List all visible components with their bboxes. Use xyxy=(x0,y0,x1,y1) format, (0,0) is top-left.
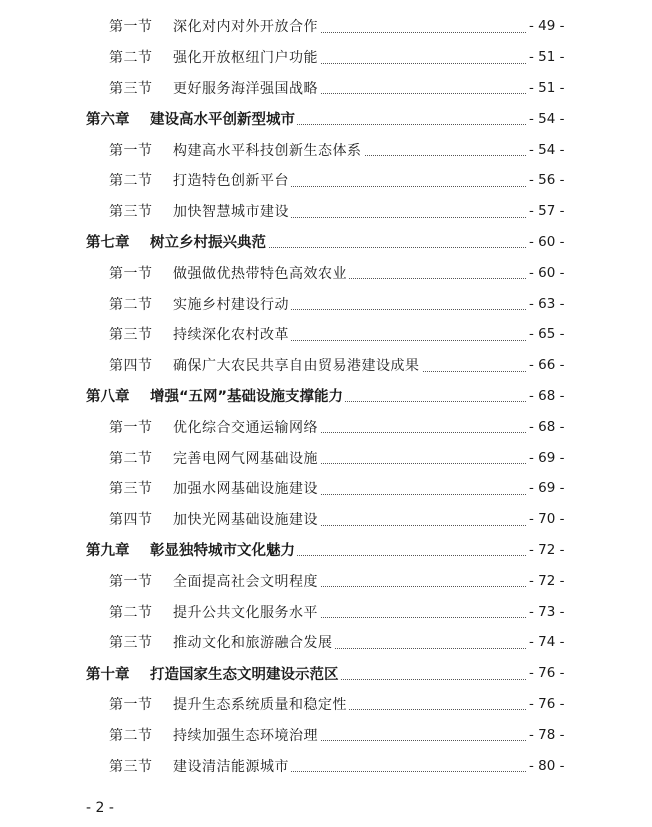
toc-chapter-entry[interactable] xyxy=(0,535,652,566)
toc-page-number: - 68 - xyxy=(529,418,565,435)
section-title: 实施乡村建设行动 xyxy=(173,296,289,313)
toc-section-entry[interactable] xyxy=(0,627,652,658)
toc-entry-label xyxy=(109,78,320,98)
toc-page-number: - 51 - xyxy=(529,49,565,66)
toc-page-number: - 63 - xyxy=(529,295,565,312)
toc-section-entry[interactable] xyxy=(0,165,652,196)
toc-section-entry[interactable] xyxy=(0,504,652,535)
section-title: 确保广大农民共享自由贸易港建设成果 xyxy=(173,358,420,375)
toc-section-entry[interactable] xyxy=(0,411,652,442)
toc-entry-label xyxy=(86,231,268,252)
chapter-title: 打造国家生态文明建设示范区 xyxy=(150,666,339,683)
toc-section-entry[interactable] xyxy=(0,257,652,288)
toc-entry-label xyxy=(109,448,320,468)
toc-page-number: - 66 - xyxy=(529,357,565,374)
section-number: 第一节 xyxy=(109,696,153,713)
section-number: 第二节 xyxy=(109,450,153,467)
toc-page-number: - 54 - xyxy=(529,141,565,158)
toc-entry-label xyxy=(109,355,422,375)
toc-page-number: - 74 - xyxy=(529,634,565,651)
toc-entry-label xyxy=(109,170,291,190)
toc-page-number: - 73 - xyxy=(529,603,565,620)
section-title: 推动文化和旅游融合发展 xyxy=(173,635,333,652)
toc-entry-label xyxy=(109,324,291,344)
toc-page-number: - 49 - xyxy=(529,18,565,35)
section-title: 更好服务海洋强国战略 xyxy=(173,80,318,97)
section-title: 加快光网基础设施建设 xyxy=(173,512,318,529)
toc-entry-label xyxy=(109,509,320,529)
section-number: 第一节 xyxy=(109,573,153,590)
section-title: 持续加强生态环境治理 xyxy=(173,727,318,744)
section-title: 打造特色创新平台 xyxy=(173,173,289,190)
section-title: 持续深化农村改革 xyxy=(173,327,289,344)
chapter-number: 第七章 xyxy=(86,235,130,252)
section-number: 第二节 xyxy=(109,173,153,190)
toc-section-entry[interactable] xyxy=(0,319,652,350)
toc-chapter-entry[interactable] xyxy=(0,103,652,134)
toc-page-number: - 72 - xyxy=(529,541,565,558)
section-title: 强化开放枢纽门户功能 xyxy=(173,50,318,67)
chapter-title: 建设高水平创新型城市 xyxy=(150,112,295,129)
toc-entry-label xyxy=(109,571,320,591)
chapter-title: 增强“五网”基础设施支撑能力 xyxy=(150,389,344,406)
toc-section-entry[interactable] xyxy=(0,442,652,473)
toc-entry-label xyxy=(109,725,320,745)
toc-section-entry[interactable] xyxy=(0,11,652,42)
toc-entry-label xyxy=(86,385,345,406)
toc-section-entry[interactable] xyxy=(0,350,652,381)
section-number: 第一节 xyxy=(109,265,153,282)
section-number: 第二节 xyxy=(109,296,153,313)
section-number: 第四节 xyxy=(109,358,153,375)
toc-section-entry[interactable] xyxy=(0,719,652,750)
toc-entry-label xyxy=(109,417,320,437)
section-title: 加快智慧城市建设 xyxy=(173,204,289,221)
toc-page-number: - 80 - xyxy=(529,757,565,774)
section-title: 加强水网基础设施建设 xyxy=(173,481,318,498)
section-number: 第三节 xyxy=(109,758,153,775)
toc-page-number: - 60 - xyxy=(529,264,565,281)
chapter-number: 第十章 xyxy=(86,666,130,683)
toc-section-entry[interactable] xyxy=(0,288,652,319)
toc-section-entry[interactable] xyxy=(0,42,652,73)
toc-entry-label xyxy=(109,694,349,714)
toc-section-entry[interactable] xyxy=(0,689,652,720)
section-number: 第三节 xyxy=(109,204,153,221)
toc-entry-label xyxy=(109,140,364,160)
section-number: 第三节 xyxy=(109,80,153,97)
chapter-title: 彰显独特城市文化魅力 xyxy=(150,543,295,560)
chapter-title: 树立乡村振兴典范 xyxy=(150,235,266,252)
section-title: 提升公共文化服务水平 xyxy=(173,604,318,621)
section-number: 第二节 xyxy=(109,727,153,744)
toc-section-entry[interactable] xyxy=(0,750,652,781)
toc-page-number: - 76 - xyxy=(529,665,565,682)
toc-section-entry[interactable] xyxy=(0,473,652,504)
section-title: 全面提高社会文明程度 xyxy=(173,573,318,590)
toc-entry-label xyxy=(109,16,320,36)
section-number: 第三节 xyxy=(109,635,153,652)
toc-section-entry[interactable] xyxy=(0,134,652,165)
section-number: 第三节 xyxy=(109,481,153,498)
toc-page-number: - 57 - xyxy=(529,203,565,220)
section-title: 优化综合交通运输网络 xyxy=(173,419,318,436)
toc-entry-label xyxy=(109,294,291,314)
toc-entry-label xyxy=(109,756,291,776)
chapter-number: 第九章 xyxy=(86,543,130,560)
toc-page-number: - 76 - xyxy=(529,695,565,712)
toc-page-number: - 72 - xyxy=(529,572,565,589)
toc-page-number: - 68 - xyxy=(529,387,565,404)
toc-entry-label xyxy=(109,632,335,652)
section-title: 完善电网气网基础设施 xyxy=(173,450,318,467)
toc-page-number: - 60 - xyxy=(529,233,565,250)
chapter-number: 第六章 xyxy=(86,112,130,129)
toc-section-entry[interactable] xyxy=(0,565,652,596)
section-title: 深化对内对外开放合作 xyxy=(173,19,318,36)
toc-entry-label xyxy=(109,602,320,622)
table-of-contents xyxy=(0,11,652,781)
toc-entry-label xyxy=(86,108,297,129)
toc-entry-label xyxy=(86,539,297,560)
toc-chapter-entry[interactable] xyxy=(0,381,652,412)
chapter-number: 第八章 xyxy=(86,389,130,406)
section-title: 建设清洁能源城市 xyxy=(173,758,289,775)
toc-section-entry[interactable] xyxy=(0,196,652,227)
toc-page-number: - 65 - xyxy=(529,326,565,343)
toc-page-number: - 70 - xyxy=(529,511,565,528)
toc-page-number: - 69 - xyxy=(529,480,565,497)
toc-chapter-entry[interactable] xyxy=(0,227,652,258)
toc-page-number: - 56 - xyxy=(529,172,565,189)
section-number: 第三节 xyxy=(109,327,153,344)
section-title: 做强做优热带特色高效农业 xyxy=(173,265,347,282)
toc-page-number: - 54 - xyxy=(529,110,565,127)
toc-section-entry[interactable] xyxy=(0,596,652,627)
toc-entry-label xyxy=(109,47,320,67)
section-title: 提升生态系统质量和稳定性 xyxy=(173,696,347,713)
toc-entry-label xyxy=(109,263,349,283)
section-number: 第一节 xyxy=(109,419,153,436)
section-number: 第一节 xyxy=(109,19,153,36)
section-number: 第二节 xyxy=(109,604,153,621)
toc-page-number: - 69 - xyxy=(529,449,565,466)
toc-page-number: - 78 - xyxy=(529,726,565,743)
section-number: 第四节 xyxy=(109,512,153,529)
toc-chapter-entry[interactable] xyxy=(0,658,652,689)
toc-entry-label xyxy=(109,201,291,221)
toc-entry-label xyxy=(109,478,320,498)
toc-entry-label xyxy=(86,663,341,684)
section-title: 构建高水平科技创新生态体系 xyxy=(173,142,362,159)
section-number: 第二节 xyxy=(109,50,153,67)
toc-section-entry[interactable] xyxy=(0,73,652,104)
page-number-footer: - 2 - xyxy=(86,800,114,816)
toc-page-number: - 51 - xyxy=(529,79,565,96)
section-number: 第一节 xyxy=(109,142,153,159)
